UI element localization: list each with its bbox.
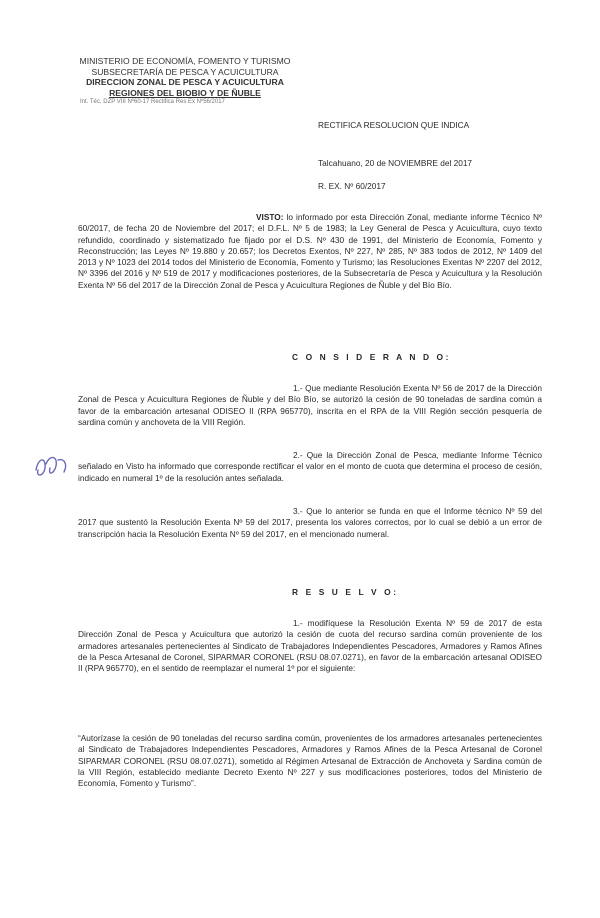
ministry-name: MINISTERIO DE ECONOMÍA, FOMENTO Y TURISMO (79, 56, 291, 66)
reference-line: Int. Téc. DZP VIII Nº60-17 Rectifica Res Ex Nº56/2017 (80, 99, 225, 106)
resuelvo-paragraph-1: 1.- modifíquese la Resolución Exenta Nº 59 de 2017 de esta Dirección Zonal de Pesca y Acuicultura que autorizó la cesión de cuota del recurso sardina común proveniente de los armadores artesanales pertenecientes al Sindicato de Trabajadores Independientes Pescadores, Armadores y Ramos Afines de la Pesca Artesanal de Coronel, SIPARMAR CORONEL (RSU 08.07.0271), en favor de la embarcación artesanal ODISEO II (RPA 965770), en el sentido de reemplazar el numeral 1º por el siguiente: (78, 618, 542, 674)
subsecretary-name: SUBSECRETARÍA DE PESCA Y ACUICULTURA (91, 66, 279, 77)
letterhead (60, 56, 310, 107)
considerando-paragraph-2: 2.- Que la Dirección Zonal de Pesca, mediante Informe Técnico señalado en Visto ha informado que corresponde rectificar el valor en el monto de cuota que determina el proceso de cesión, indicado en numeral 1º de la resolución antes señalada. (78, 450, 542, 483)
considerando-heading: C O N S I D E R A N D O: (292, 352, 452, 362)
visto-text: lo informado por esta Dirección Zonal, mediante informe Técnico Nº 60/2017, de fecha 20 de Noviembre del 2017; el D.F.L. Nº 5 de 1983; la Ley General de Pesca y Acuicultura, cuyo texto refundido, coordinado y sistematizado fue fijado por el D.S. Nº 430 de 1991, del Ministerio de Economía, Fomento y Reconstrucción; las Leyes Nº 19.880 y 20.657; los Decretos Exentos, Nº 227, Nº 285, Nº 383 todos de 2012, Nº 1409 del 2013 y Nº 1023 del 2014 todos del Ministerio de Economía, Fomento y Turismo; las Resoluciones Exentas Nº 2207 del 2012, Nº 3396 del 2016 y Nº 519 de 2017 y modificaciones posteriores, de la Subsecretaría de Pesca y Acuicultura y la Resolución Exenta Nº 56 del 2017 de la Dirección Zonal de Pesca y Acuicultura Regiones de Ñuble y del Bío Bío. (78, 212, 542, 290)
resuelvo-quote: “Autorízase la cesión de 90 toneladas del recurso sardina común, provenientes de los armadores artesanales pertenecientes al Sindicato de Trabajadores Independientes Pescadores, Armadores y Ramos Afines de la Pesca Artesanal de Coronel SIPARMAR CORONEL (RSU 08.07.0271), sometido al Régimen Artesanal de Extracción de Anchoveta y Sardina común de la VIII Región, establecido mediante Decreto Exento Nº 227 y sus modificaciones posteriores, todos del Ministerio de Economía, Fomento y Turismo”. (78, 733, 542, 789)
considerando-paragraph-3: 3.- Que lo anterior se funda en que el Informe técnico Nº 59 del 2017 que sustentó la Resolución Exenta Nº 59 del 2017, presenta los valores correctos, por lo cual se debió a un error de transcripción hacia la Resolución Exenta Nº 59 del 2017, en el mencionado numeral. (78, 506, 542, 539)
region-name: REGIONES DEL BIOBIO Y DE ÑUBLE (109, 87, 261, 98)
handwritten-initials (30, 450, 72, 486)
place-date: Talcahuano, 20 de NOVIEMBRE del 2017 (318, 158, 473, 168)
directorate-name: DIRECCION ZONAL DE PESCA Y ACUICULTURA (86, 77, 284, 88)
resuelvo-heading: R E S U E L V O: (292, 587, 399, 597)
visto-label: VISTO: (256, 212, 284, 222)
subject-line: RECTIFICA RESOLUCION QUE INDICA (318, 120, 470, 130)
visto-paragraph (78, 212, 542, 291)
resolution-number: R. EX. Nº 60/2017 (318, 181, 386, 191)
considerando-paragraph-1: 1.- Que mediante Resolución Exenta Nº 56 de 2017 de la Dirección Zonal de Pesca y Acuicultura Regiones de Ñuble y del Bío Bío, se autorizó la cesión de 90 toneladas de sardina común a favor de la embarcación artesanal ODISEO II (RPA 965770), inscrita en el RPA de la VIII Región sección pesquería de sardina común y anchoveta de la VIII Región. (78, 383, 542, 427)
